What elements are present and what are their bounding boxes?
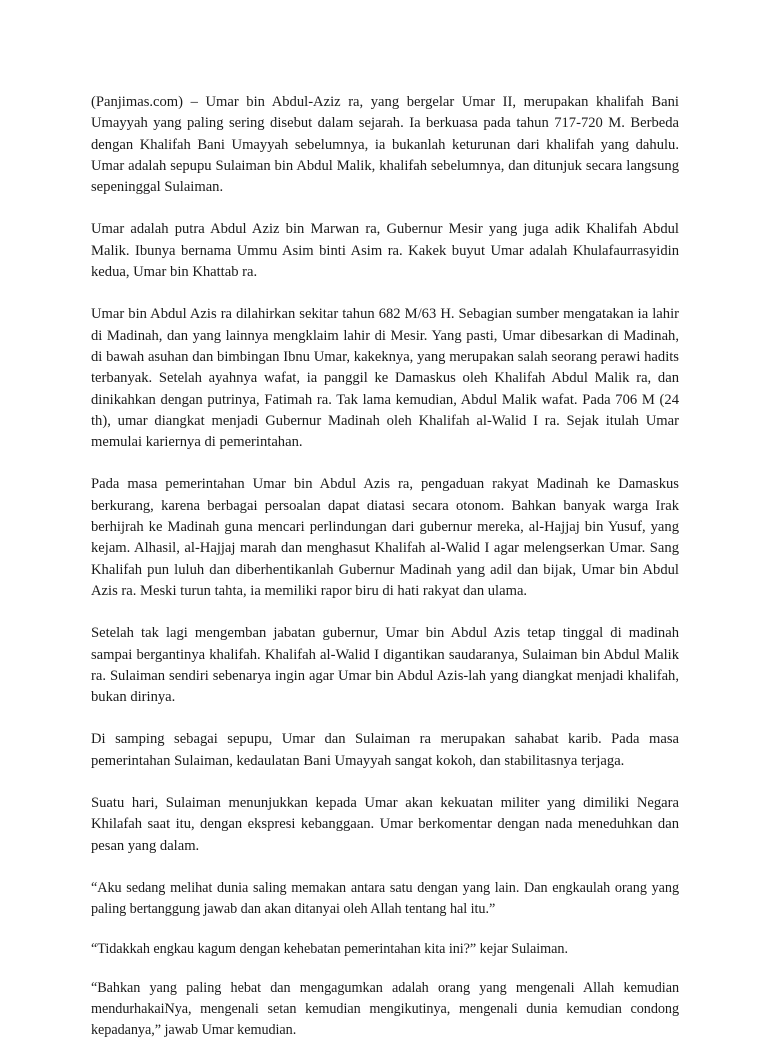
paragraph: Suatu hari, Sulaiman menunjukkan kepada Umar akan kekuatan militer yang dimiliki Negara Khilafah saat itu, dengan ekspresi kebanggaan. Umar berkomentar dengan nada meneduhkan dan pesan yang dalam. <box>91 795 679 854</box>
paragraph: (Panjimas.com) – Umar bin Abdul-Aziz ra, yang bergelar Umar II, merupakan khalifah Bani Umayyah yang paling sering disebut dalam sejarah. Ia berkuasa pada tahun 717-720 M. Berbeda dengan Khalifah Bani Umayyah sebelumnya, ia bukanlah keturunan dari khalifah yang dahulu. Umar adalah sepupu Sulaiman bin Abdul Malik, khalifah sebelumnya, dan ditunjuk secara langsung sepeninggal Sulaiman. <box>91 94 679 196</box>
paragraph: Setelah tak lagi mengemban jabatan gubernur, Umar bin Abdul Azis tetap tinggal di madinah sampai bergantinya khalifah. Khalifah al-Walid I digantikan saudaranya, Sulaiman bin Abdul Malik ra. Sulaiman sendiri sebenarya ingin agar Umar bin Abdul Azis-lah yang diangkat menjadi khalifah, bukan dirinya. <box>91 625 679 706</box>
paragraph: Pada masa pemerintahan Umar bin Abdul Azis ra, pengaduan rakyat Madinah ke Damaskus berkurang, karena berbagai persoalan dapat diatasi secara otonom. Bahkan banyak warga Irak berhijrah ke Madinah guna mencari perlindungan dari gubernur mereka, al-Hajjaj bin Yusuf, yang kejam. Alhasil, al-Hajjaj marah dan menghasut Khalifah al-Walid I agar melengserkan Umar. Sang Khalifah pun luluh dan diberhentikanlah Gubernur Madinah yang adil dan bijak, Umar bin Abdul Azis ra. Meski turun tahta, ia memiliki rapor biru di hati rakyat dan ulama. <box>91 476 679 599</box>
paragraph: Umar adalah putra Abdul Aziz bin Marwan ra, Gubernur Mesir yang juga adik Khalifah Abdul Malik. Ibunya bernama Ummu Asim binti Asim ra. Kakek buyut Umar adalah Khulafaurrasyidin kedua, Umar bin Khattab ra. <box>91 221 679 281</box>
quote-paragraph: “Aku sedang melihat dunia saling memakan antara satu dengan yang lain. Dan engkaulah orang yang paling bertanggung jawab dan akan ditanyai oleh Allah tentang hal itu.” <box>91 879 679 918</box>
quote-paragraph: “Tidakkah engkau kagum dengan kehebatan pemerintahan kita ini?” kejar Sulaiman. <box>91 940 568 957</box>
paragraph: Di samping sebagai sepupu, Umar dan Sulaiman ra merupakan sahabat karib. Pada masa pemerintahan Sulaiman, kedaulatan Bani Umayyah sangat kokoh, dan stabilitasnya terjaga. <box>91 731 679 769</box>
article-body <box>91 92 679 1060</box>
paragraph: Umar bin Abdul Azis ra dilahirkan sekitar tahun 682 M/63 H. Sebagian sumber mengatakan ia lahir di Madinah, dan yang lainnya mengklaim lahir di Mesir. Yang pasti, Umar dibesarkan di Madinah, di bawah asuhan dan bimbingan Ibnu Umar, kakeknya, yang merupakan salah seorang perawi hadits terbanyak. Setelah ayahnya wafat, ia panggil ke Damaskus oleh Khalifah Abdul Malik ra, dan dinikahkan dengan putrinya, Fatimah ra. Tak lama kemudian, Abdul Malik wafat. Pada 706 M (24 th), umar diangkat menjadi Gubernur Madinah oleh Khalifah al-Walid I ra. Sejak itulah Umar memulai kariernya di pemerintahan. <box>91 306 679 451</box>
quote-paragraph: “Bahkan yang paling hebat dan mengagumkan adalah orang yang mengenali Allah kemudian mendurhakaiNya, mengenali setan kemudian mengikutinya, mengenali dunia kemudian condong kepadanya,” jawab Umar kemudian. <box>91 979 679 1039</box>
